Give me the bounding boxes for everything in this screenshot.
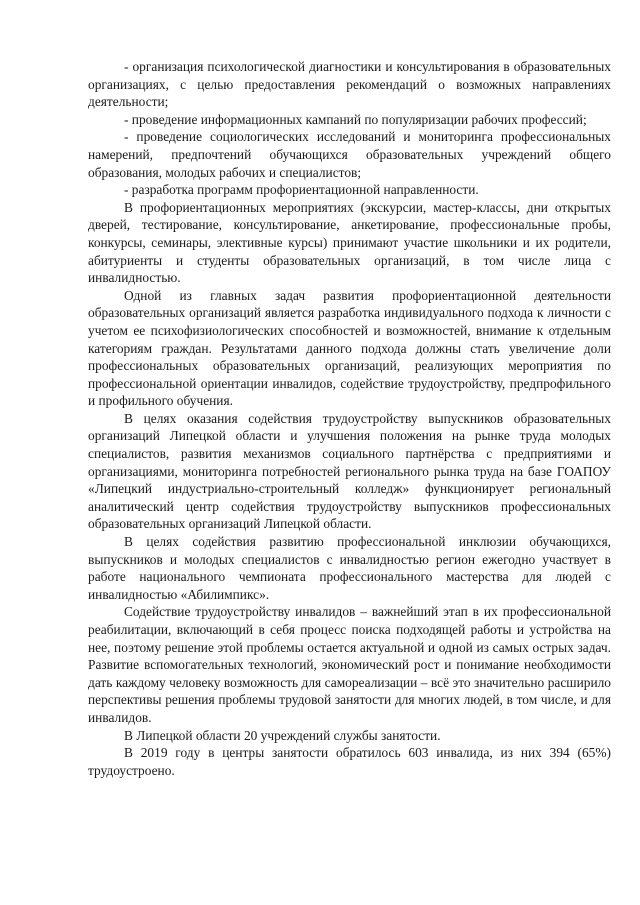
document-page <box>88 58 611 779</box>
paragraph-career-events: В профориентационных мероприятиях (экскурсии, мастер-классы, дни открытых дверей, тестирование, консультирование, анкетирование, профессиональные пробы, конкурсы, семинары, элективные курсы) принимают участие школьники и их родители, абитуриенты и студенты образовательных организаций, в том числе лица с инвалидностью. <box>88 199 611 286</box>
paragraph-psych-diagnostics: - организация психологической диагностики и консультирования в образовательных организациях, с целью предоставления рекомендаций о возможных направлениях деятельности; <box>88 59 611 110</box>
paragraph-info-campaigns: - проведение информационных кампаний по популяризации рабочих профессий; <box>124 111 587 127</box>
paragraph-employment-center: В целях оказания содействия трудоустройству выпускников образовательных организаций Липецкой области и улучшения положения на рынке труда молодых специалистов, развития механизмов социального партнёрства с предприятиями и организациями, мониторинга потребностей регионального рынка труда на базе ГОАПОУ «Липецкий индустриально-строительный колледж» функционирует региональный аналитический центр содействия трудоустройству выпускников профессиональных образовательных организаций Липецкой области. <box>88 410 611 532</box>
paragraph-individual-approach: Одной из главных задач развития профориентационной деятельности образовательных организаций является разработка индивидуального подхода к личности с учетом ее психофизиологических способностей и возможностей, внимание к отдельным категориям граждан. Результатами данного подхода должны стать увеличение доли профессиональных образовательных организаций, реализующих мероприятия по профессиональной ориентации инвалидов, содействие трудоустройству, предпрофильного и профильного обучения. <box>88 287 611 409</box>
paragraph-employment-assistance: Содействие трудоустройству инвалидов – важнейший этап в их профессиональной реабилитации, включающий в себя процесс поиска подходящей работы и устройства на нее, поэтому решение этой проблемы остается актуальной и одной из самых острых задач. Развитие вспомогательных технологий, экономический рост и понимание необходимости дать каждому человеку возможность для самореализации – всё это значительно расширило перспективы решения проблемы трудовой занятости для многих людей, в том числе, и для инвалидов. <box>88 604 611 725</box>
paragraph-program-development: - разработка программ профориентационной направленности. <box>124 182 479 198</box>
paragraph-sociological-research: - проведение социологических исследований и мониторинга профессиональных намерений, предпочтений обучающихся образовательных учреждений общего образования, молодых рабочих и специалистов; <box>88 129 611 180</box>
paragraph-abilympics: В целях содействия развитию профессиональной инклюзии обучающихся, выпускников и молодых специалистов с инвалидностью регион ежегодно участвует в работе национального чемпионата профессионального мастерства для людей с инвалидностью «Абилимпикс». <box>88 534 611 602</box>
paragraph-employment-services-count: В Липецкой области 20 учреждений службы занятости. <box>124 727 441 743</box>
paragraph-employment-statistics: В 2019 году в центры занятости обратилось 603 инвалида, из них 394 (65%) трудоустроено. <box>88 745 611 778</box>
